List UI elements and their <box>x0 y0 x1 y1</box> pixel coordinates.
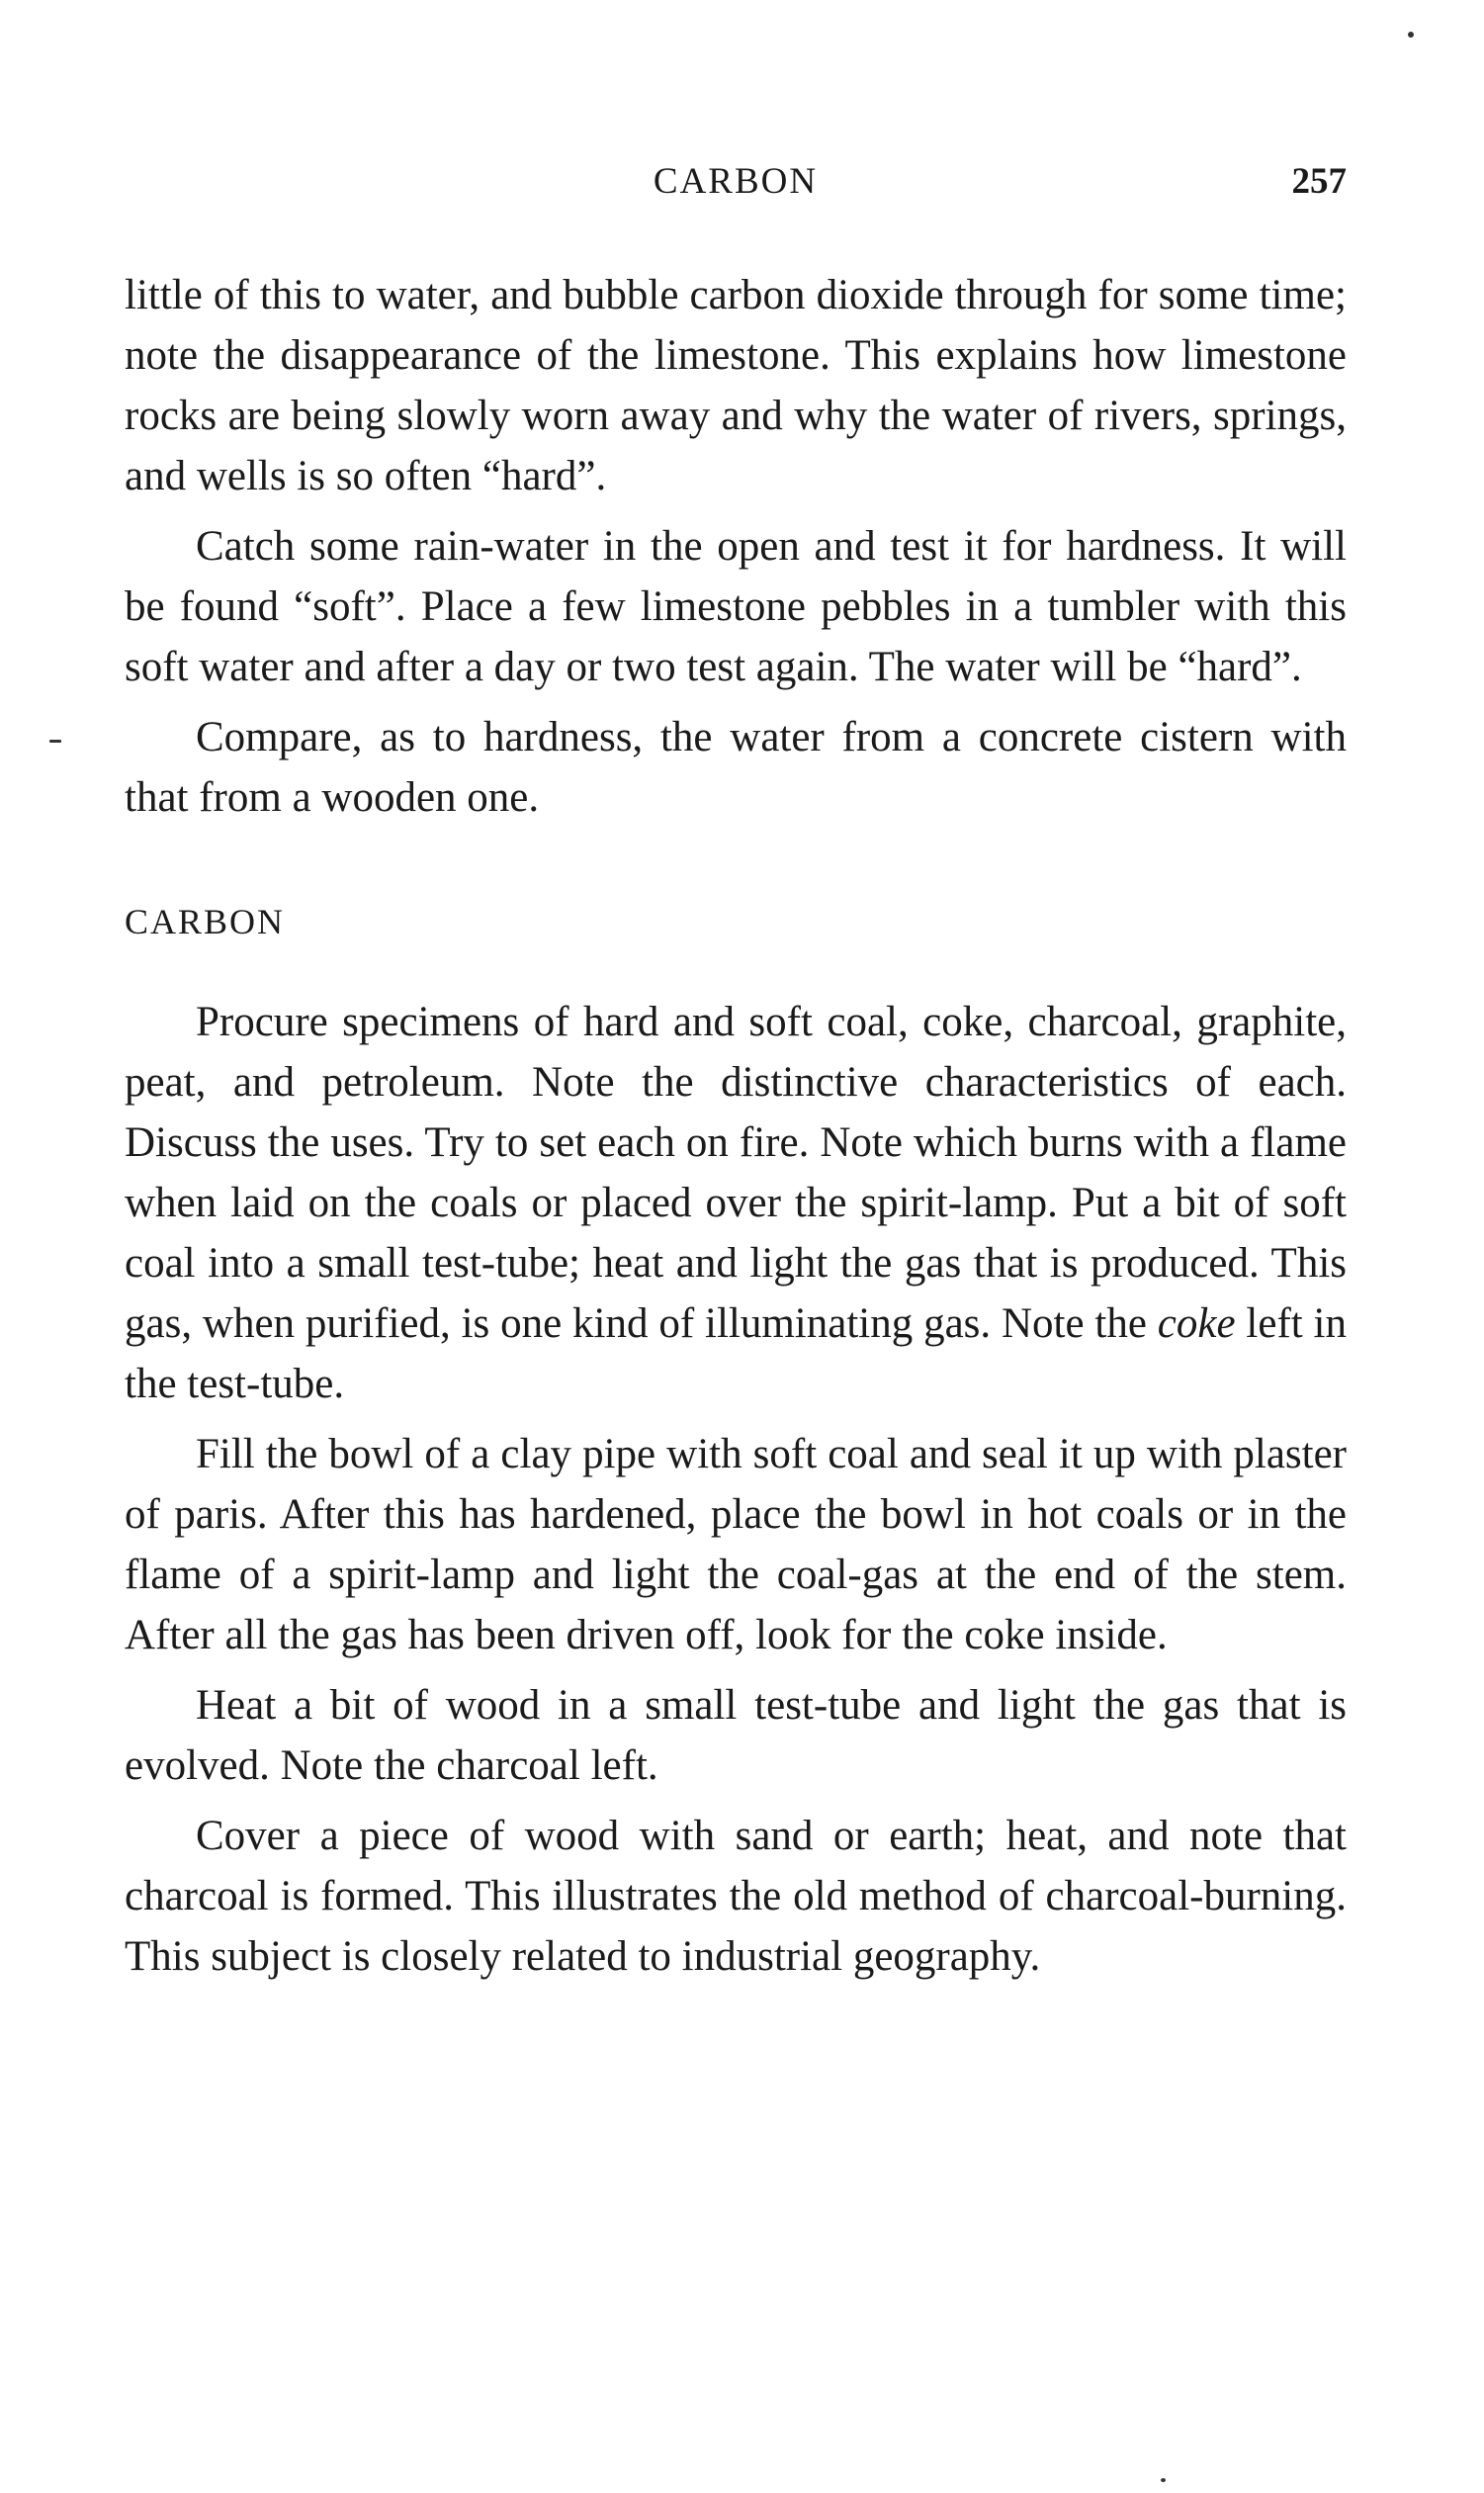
paragraph-cistern: Compare, as to hardness, the water from a concrete cistern with that from a wooden one. <box>125 714 1347 821</box>
paragraph-continued: little of this to water, and bubble carbon dioxide through for some time; note the disappearance of the limestone. This explains how limestone rocks are being slowly worn away and why the water of rivers, springs, and wells is so often “hard”. <box>125 272 1347 499</box>
running-title: CARBON <box>653 161 819 202</box>
paragraph-specimens-text: Procure specimens of hard and soft coal, coke, charcoal, graphite, peat, and petroleum. Note the distinctive characteristics of each. Discuss the uses. Try to set each on fire. Note which burns with a flame when laid on the coals or placed over the spirit-lamp. Put a bit of soft coal into a small test-tube; heat and light the gas that is produced. This gas, when purified, is one kind of illuminating gas. Note the <box>125 999 1347 1347</box>
paragraph-wood-heat: Heat a bit of wood in a small test-tube and light the gas that is evolved. Note the charcoal left. <box>125 1682 1347 1789</box>
paragraph-charcoal-burning: Cover a piece of wood with sand or earth; heat, and note that charcoal is formed. This illustrates the old method of charcoal-burning. This subject is closely related to industrial geography. <box>125 1813 1347 1980</box>
paragraph-clay-pipe: Fill the bowl of a clay pipe with soft coal and seal it up with plaster of paris. After this has hardened, place the bowl in hot coals or in the flame of a spirit-lamp and light the coal-gas at the end of the stem. After all the gas has been driven off, look for the coke inside. <box>125 1431 1347 1658</box>
scan-speck <box>1408 32 1414 38</box>
body-text <box>125 265 1347 1997</box>
paragraph-specimens-end: left in the test-tube. <box>125 1300 1347 1407</box>
paragraph-rain-water: Catch some rain-water in the open and test it for hardness. It will be found “soft”. Place a few limestone pebbles in a tumbler with this soft water and after a day or two test again. The water will be “hard”. <box>125 523 1347 690</box>
emphasis-coke: coke <box>1157 1300 1236 1347</box>
scan-speck <box>49 740 61 743</box>
paragraph-specimens <box>125 992 1347 1414</box>
running-head <box>125 160 1347 210</box>
section-heading: CARBON <box>125 902 286 941</box>
page-number: 257 <box>1291 161 1347 202</box>
scan-speck <box>1161 2478 1166 2482</box>
